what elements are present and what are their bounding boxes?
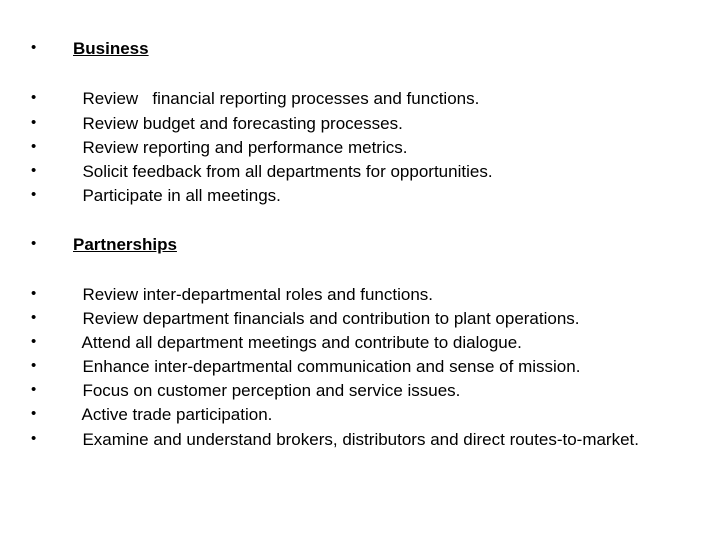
bullet-icon: • bbox=[31, 430, 37, 447]
bullet-icon: • bbox=[31, 235, 37, 252]
list-item-text: Examine and understand brokers, distributors and direct routes-to-market. bbox=[73, 430, 639, 449]
list-item-text: Solicit feedback from all departments for opportunities. bbox=[73, 162, 493, 181]
list-item-text: Enhance inter-departmental communication and sense of mission. bbox=[73, 357, 581, 376]
list-item-text: Active trade participation. bbox=[73, 405, 273, 424]
bullet-icon: • bbox=[31, 138, 37, 155]
list-item-text: Focus on customer perception and service issues. bbox=[73, 381, 461, 400]
list-item-text: Review department financials and contribution to plant operations. bbox=[73, 309, 580, 328]
list-item-text: Review reporting and performance metrics. bbox=[73, 138, 408, 157]
bullet-icon: • bbox=[31, 405, 37, 422]
bullet-icon: • bbox=[31, 309, 37, 326]
bullet-icon: • bbox=[31, 89, 37, 106]
list-item-text: Attend all department meetings and contribute to dialogue. bbox=[73, 333, 522, 352]
bullet-icon: • bbox=[31, 162, 37, 179]
list-item-text: Participate in all meetings. bbox=[73, 186, 281, 205]
bullet-icon: • bbox=[31, 285, 37, 302]
partnerships-heading: Partnerships bbox=[73, 235, 177, 254]
list-item-text: Review budget and forecasting processes. bbox=[73, 114, 403, 133]
list-item-text: Review inter-departmental roles and functions. bbox=[73, 285, 434, 304]
bullet-icon: • bbox=[31, 186, 37, 203]
bullet-icon: • bbox=[31, 39, 37, 56]
list-item-text: Review financial reporting processes and functions. bbox=[73, 89, 480, 108]
bullet-icon: • bbox=[31, 333, 37, 350]
business-heading: Business bbox=[73, 39, 149, 58]
bullet-icon: • bbox=[31, 381, 37, 398]
bullet-icon: • bbox=[31, 114, 37, 131]
bullet-icon: • bbox=[31, 357, 37, 374]
